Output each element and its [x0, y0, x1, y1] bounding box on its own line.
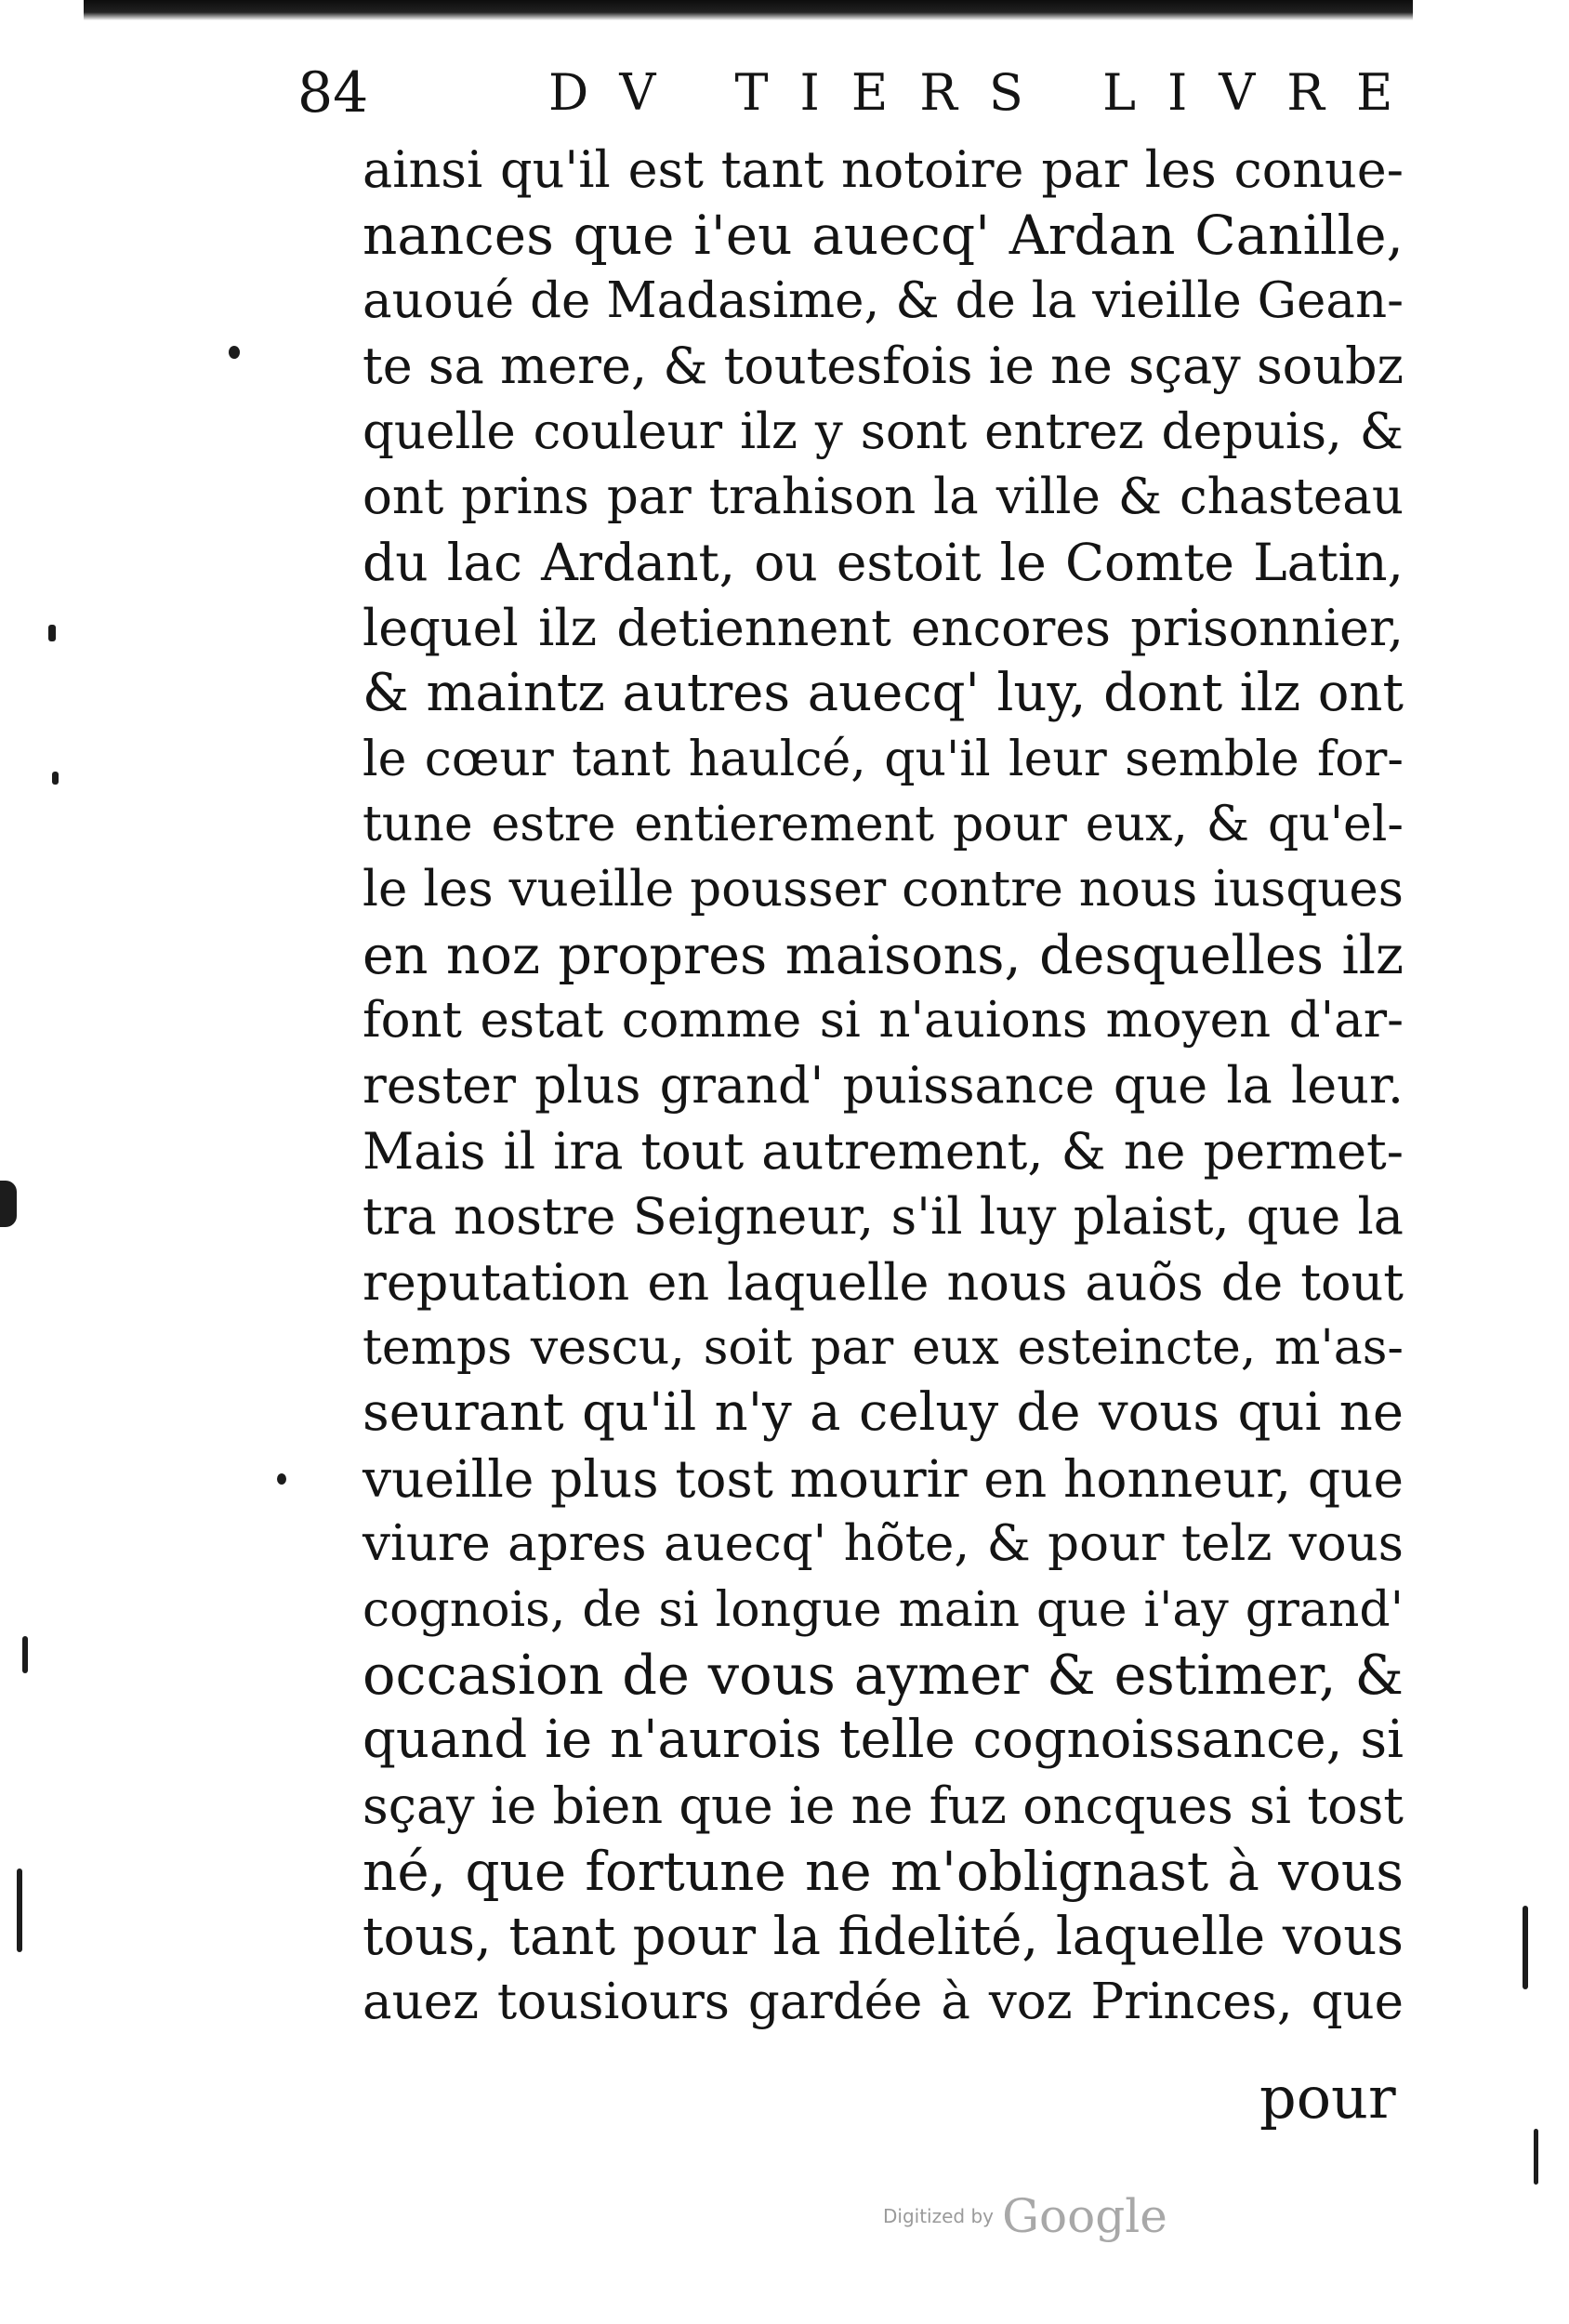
scan-speck	[22, 1636, 28, 1673]
google-logo: Google	[1002, 2189, 1167, 2243]
text-line: & maintz autres auecq' luy, dont ilz ont	[363, 663, 1404, 724]
text-line: nances que i'eu auecq' Ardan Canille,	[363, 204, 1404, 268]
page-top-border	[84, 0, 1413, 20]
text-line: auez tousiours gardée à voz Princes, que	[363, 1973, 1404, 2030]
text-line: sçay ie bien que ie ne fuz oncques si tost	[363, 1776, 1404, 1835]
scan-speck	[48, 625, 56, 641]
scan-speck	[52, 772, 59, 785]
text-line: temps vescu, soit par eux esteincte, m'as-	[363, 1320, 1404, 1377]
text-line: tra nostre Seigneur, s'il luy plaist, que la	[363, 1187, 1404, 1247]
scan-speck	[1523, 1906, 1528, 1989]
body-text	[363, 138, 1404, 2035]
running-title: DV TIERS LIVRE	[548, 63, 1425, 122]
text-line: reputation en laquelle nous auõs de tout	[363, 1252, 1404, 1312]
text-line: du lac Ardant, ou estoit le Comte Latin,	[363, 533, 1404, 593]
text-line: occasion de vous aymer & estimer, &	[363, 1642, 1404, 1707]
text-line: né, que fortune ne m'oblignast à vous	[363, 1840, 1404, 1904]
text-line: le cœur tant haulcé, qu'il leur semble for-	[363, 731, 1404, 787]
text-line: tous, tant pour la fidelité, laquelle vous	[363, 1906, 1404, 1967]
text-line: seurant qu'il n'y a celuy de vous qui ne	[363, 1382, 1404, 1444]
text-line: viure apres auecq' hõte, & pour telz vous	[363, 1515, 1404, 1573]
text-line: le les vueille pousser contre nous iusques	[363, 861, 1404, 918]
scan-speck	[229, 346, 240, 359]
text-line: lequel ilz detiennent encores prisonnier,	[363, 598, 1404, 657]
page-number: 84	[297, 60, 369, 125]
text-line: tune estre entierement pour eux, & qu'el-	[363, 796, 1404, 852]
watermark-prefix: Digitized by	[883, 2205, 994, 2227]
scan-speck	[17, 1868, 22, 1952]
text-line: ont prins par trahison la ville & chasteau	[363, 468, 1404, 525]
text-line: quand ie n'aurois telle cognoissance, si	[363, 1710, 1404, 1771]
text-line: Mais il ira tout autrement, & ne permet-	[363, 1121, 1404, 1181]
text-line: vueille plus tost mourir en honneur, que	[363, 1448, 1404, 1509]
scan-speck	[1534, 2129, 1538, 2185]
catchword: pour	[1259, 2064, 1396, 2132]
running-head	[297, 56, 1425, 130]
text-line: te sa mere, & toutesfois ie ne sçay soubz	[363, 337, 1404, 396]
digitization-watermark	[883, 2189, 1167, 2245]
text-line: quelle couleur ilz y sont entrez depuis, &	[363, 403, 1404, 460]
text-line: rester plus grand' puissance que la leur.	[363, 1056, 1404, 1116]
text-line: font estat comme si n'auions moyen d'ar-	[363, 992, 1404, 1050]
text-line: cognois, de si longue main que i'ay grand'	[363, 1581, 1404, 1638]
text-line: auoué de Madasime, & de la vieille Gean-	[363, 271, 1404, 329]
text-line: ainsi qu'il est tant notoire par les conue-	[363, 140, 1404, 199]
text-line: en noz propres maisons, desquelles ilz	[363, 924, 1404, 986]
scan-speck	[277, 1473, 286, 1485]
scan-speck	[0, 1181, 17, 1227]
